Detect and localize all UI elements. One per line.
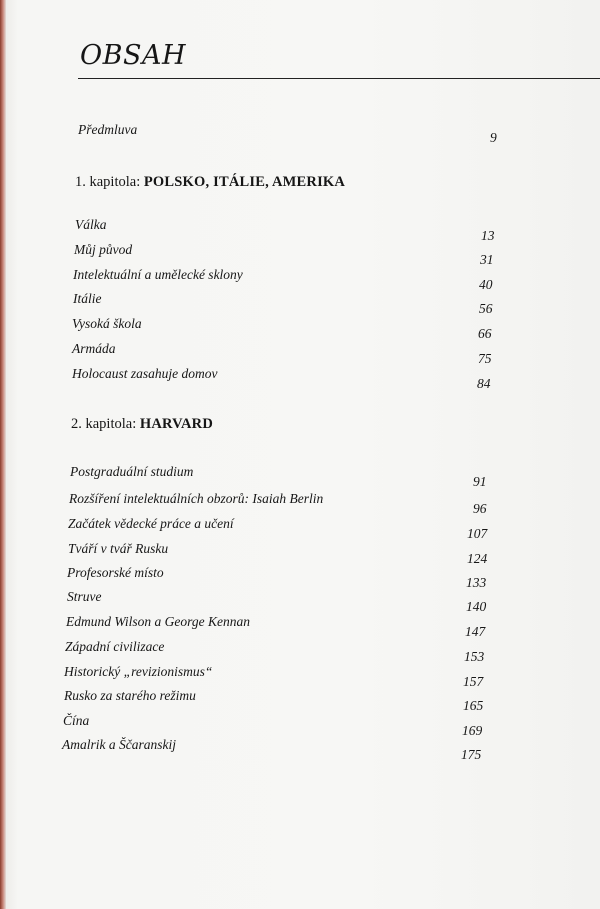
entry-label: Postgraduální studium: [70, 464, 194, 479]
entry-label: Válka: [75, 217, 107, 232]
entry-label: Amalrik a Ščaranskij: [62, 737, 176, 752]
toc-entry: [0, 565, 600, 590]
entry-page-number: 147: [465, 624, 486, 639]
toc-entry: [0, 516, 600, 541]
entry-label: Předmluva: [78, 122, 138, 137]
chapter-prefix: 1. kapitola:: [75, 174, 141, 190]
toc-entry: [0, 491, 600, 516]
entry-label: Historický „revizionismus“: [64, 664, 213, 679]
toc-entry: [0, 664, 600, 689]
chapter-name: HARVARD: [139, 416, 214, 432]
toc-entry: [0, 217, 600, 243]
entry-page-number: 75: [478, 351, 492, 366]
entry-page-number: 157: [463, 674, 484, 689]
entry-page-number: 66: [478, 326, 492, 341]
entry-label: Západní civilizace: [65, 639, 165, 654]
toc-entry: [0, 713, 600, 738]
entry-page-number: 91: [473, 474, 487, 489]
entry-label: Rozšíření intelektuálních obzorů: Isaiah Berlin: [69, 491, 324, 506]
entry-page-number: 107: [467, 526, 488, 541]
chapter-name: POLSKO, ITÁLIE, AMERIKA: [143, 174, 346, 190]
entry-page-number: 133: [466, 575, 487, 590]
toc-entry: [0, 688, 600, 713]
entry-page-number: 96: [473, 501, 487, 516]
entry-page-number: 40: [479, 277, 493, 292]
entry-label: Začátek vědecké práce a učení: [68, 516, 234, 531]
chapter-prefix: 2. kapitola:: [71, 416, 137, 432]
entry-page-number: 165: [463, 698, 484, 713]
toc-entry-preface: [0, 122, 600, 144]
entry-page-number: 175: [461, 747, 482, 762]
entry-page-number: 56: [479, 301, 493, 316]
toc-entry: [0, 614, 600, 639]
page-title: OBSAH: [80, 40, 187, 71]
toc-entry: [0, 464, 600, 489]
chapter-heading-1: [75, 174, 345, 191]
toc-entry: [0, 737, 600, 762]
entry-label: Edmund Wilson a George Kennan: [66, 614, 250, 629]
title-rule: [78, 78, 600, 79]
entry-page-number: 84: [477, 376, 491, 391]
chapter-heading-2: [71, 416, 213, 433]
entry-label: Tváří v tvář Rusku: [68, 541, 169, 556]
toc-entry: [0, 341, 600, 366]
entry-label: Rusko za starého režimu: [64, 688, 196, 703]
entry-label: Armáda: [72, 341, 116, 356]
toc-entry: [0, 242, 600, 267]
entry-page-number: 13: [481, 228, 495, 243]
entry-label: Profesorské místo: [67, 565, 164, 580]
toc-entry: [0, 366, 600, 391]
entry-page-number: 169: [462, 723, 483, 738]
toc-entry: [0, 589, 600, 614]
entry-label: Můj původ: [74, 242, 133, 257]
toc-entry: [0, 291, 600, 316]
entry-label: Čína: [63, 713, 90, 728]
toc-entry: [0, 267, 600, 292]
entry-page-number: 153: [464, 649, 485, 664]
entry-page-number: 140: [466, 599, 487, 614]
entry-page-number: 9: [490, 130, 497, 145]
entry-label: Vysoká škola: [72, 316, 142, 331]
entry-label: Holocaust zasahuje domov: [72, 366, 218, 381]
toc-entry: [0, 639, 600, 664]
entry-label: Itálie: [73, 291, 102, 306]
entry-label: Intelektuální a umělecké sklony: [73, 267, 243, 282]
entry-page-number: 124: [467, 551, 488, 566]
entry-page-number: 31: [480, 252, 494, 267]
toc-entry: [0, 316, 600, 341]
toc-entry: [0, 541, 600, 566]
entry-label: Struve: [67, 589, 102, 604]
